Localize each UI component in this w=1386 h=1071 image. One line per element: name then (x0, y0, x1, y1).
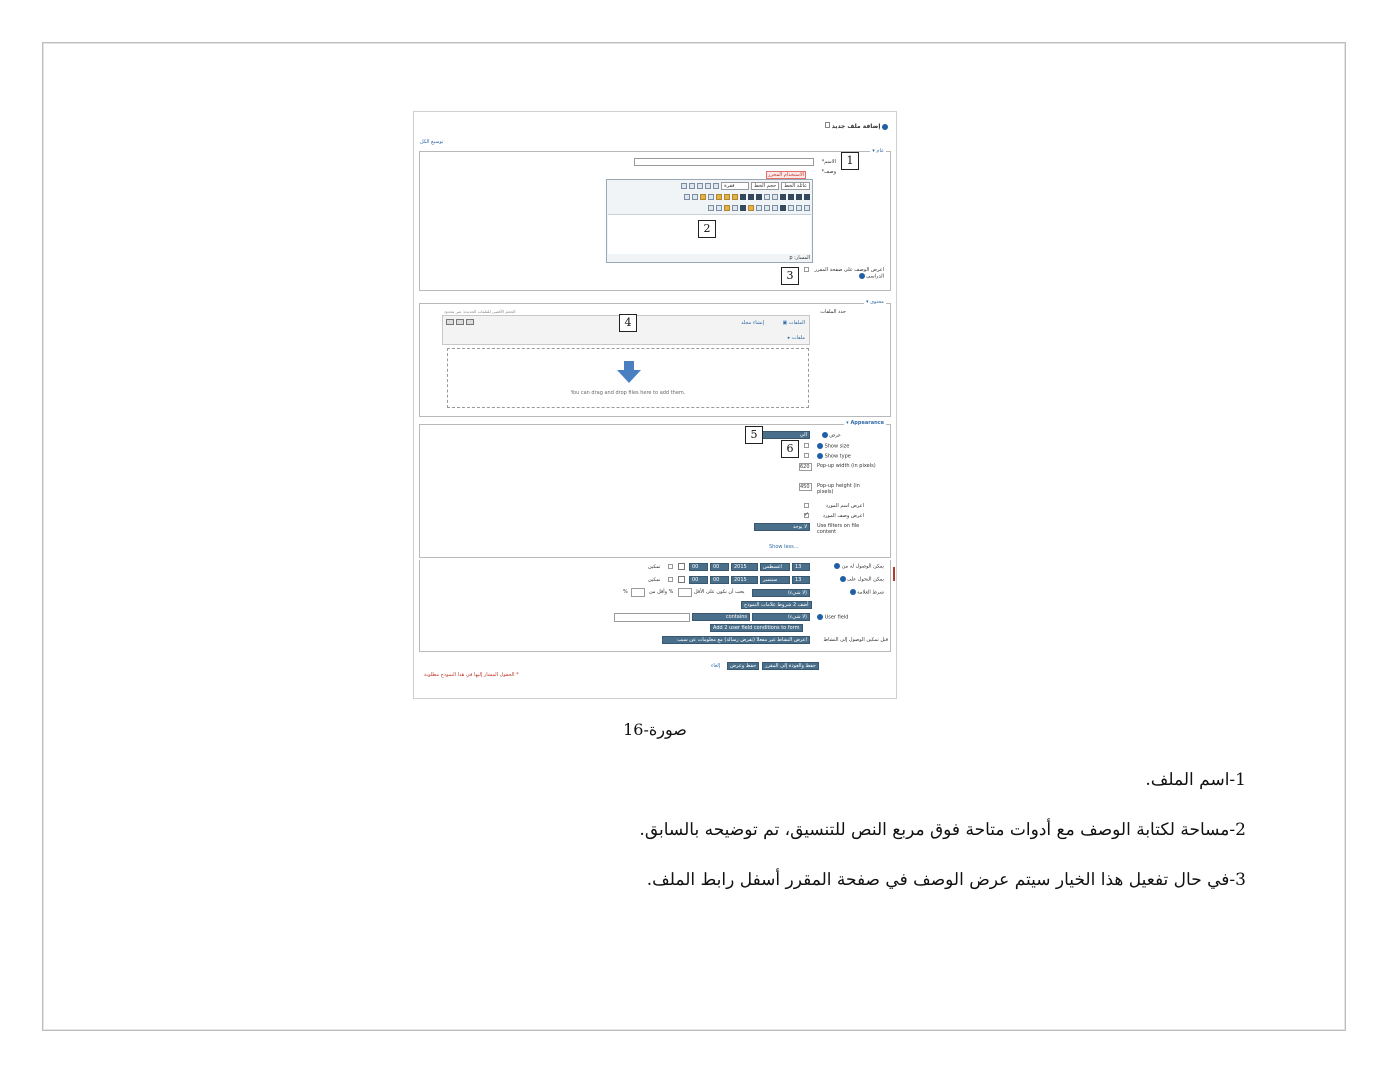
name-input[interactable] (634, 158, 814, 166)
link-icon[interactable] (772, 205, 778, 211)
display-label: عرض (822, 432, 841, 439)
allow-from-label: يمكن الوصول له من (834, 563, 884, 570)
select-files-label: حدد الملفات (820, 309, 846, 315)
editor-link[interactable]: الاستخدام المحرر (768, 172, 805, 178)
user-field-value-input[interactable] (614, 613, 690, 622)
badge-1: 1 (841, 152, 859, 170)
show-desc-label: اعرض وصف المورد (822, 513, 864, 519)
form-screenshot (413, 111, 897, 699)
help-icon[interactable] (850, 589, 856, 595)
badge-4: 4 (619, 314, 637, 332)
help-icon[interactable] (859, 273, 865, 279)
table-icon[interactable] (716, 205, 722, 211)
folder-link[interactable]: ▸ ملفات (787, 335, 805, 341)
editor-toolbar-row-3 (609, 203, 810, 212)
scroll-marker (893, 567, 895, 581)
list-item-2: 2-مساحة لكتابة الوصف مع أدوات متاحة فوق مربع النص للتنسيق، تم توضيحه بالسابق. (639, 820, 1246, 840)
align-right-icon[interactable] (740, 194, 746, 200)
image-icon[interactable] (748, 205, 754, 211)
editor-toolbar-row-2 (609, 192, 810, 201)
badge-5: 5 (745, 426, 763, 444)
rtl-icon[interactable] (684, 194, 690, 200)
popup-width-label: Pop-up width (in pixels) (817, 463, 876, 469)
show-type-label: Show type (817, 453, 851, 460)
from-minute-select[interactable]: 00 (689, 563, 708, 571)
until-enable-checkbox[interactable] (668, 577, 673, 582)
appearance-legend[interactable]: ▾ Appearance (846, 420, 884, 426)
help-icon[interactable] (817, 443, 823, 449)
strikethrough-icon[interactable] (780, 194, 786, 200)
paste-word-icon[interactable] (716, 194, 722, 200)
until-day-select[interactable]: 13 (792, 576, 810, 584)
grade-min-input[interactable] (678, 588, 692, 597)
grade-condition-label: شرط العلامة (850, 589, 884, 596)
display-select[interactable]: آلي (754, 431, 810, 439)
display-description-label: اعرض الوصف على صفحة المقرر الدراسي (814, 267, 884, 280)
save-display-button[interactable]: حفظ وعرض (727, 662, 759, 670)
html-icon[interactable] (708, 205, 714, 211)
grade-item-select[interactable]: (لا شيء) (752, 589, 810, 597)
help-icon[interactable] (817, 453, 823, 459)
help-icon[interactable] (840, 576, 846, 582)
filters-select[interactable]: لا يوجد (754, 523, 810, 531)
icons-view-icon[interactable] (446, 319, 454, 325)
file-drop-zone[interactable] (447, 348, 809, 408)
ltr-icon[interactable] (692, 194, 698, 200)
font-size-select[interactable]: حجم الخط (751, 182, 779, 190)
required-note: الحقول المشار إليها في هذا النموذج مطلوبة * (424, 672, 519, 678)
superscript-icon[interactable] (764, 194, 770, 200)
text-color-icon[interactable] (708, 194, 714, 200)
cancel-button[interactable]: إلغاء (711, 663, 721, 669)
from-enable-checkbox[interactable] (668, 564, 673, 569)
unlink-icon[interactable] (764, 205, 770, 211)
fullscreen-icon[interactable] (681, 183, 687, 189)
user-field-label: User field (817, 614, 848, 621)
until-minute-select[interactable]: 00 (689, 576, 708, 584)
redo-icon[interactable] (705, 183, 711, 189)
operator-select[interactable]: contains (692, 613, 750, 621)
media-icon[interactable] (740, 205, 746, 211)
align-center-icon[interactable] (748, 194, 754, 200)
calendar-icon[interactable] (678, 563, 685, 570)
font-family-select[interactable]: عائلة الخط (781, 182, 810, 190)
until-month-select[interactable]: سبتمبر (760, 576, 790, 584)
content-legend[interactable]: ▾ محتوى (865, 299, 884, 305)
show-desc-checkbox[interactable] (804, 513, 809, 518)
emoticon-icon[interactable] (732, 205, 738, 211)
must-be-label: يجب أن يكون على الأقل (694, 589, 745, 595)
general-legend[interactable]: ▾ عام (872, 148, 884, 154)
underline-icon[interactable] (788, 194, 794, 200)
bold-icon[interactable] (804, 194, 810, 200)
help-icon[interactable] (822, 432, 828, 438)
editor-toolbar-row-1 (609, 181, 810, 190)
description-label: وصف* (821, 169, 836, 175)
editor-path: المسار: p (789, 255, 810, 261)
allow-until-label: يمكن التحول على (840, 576, 884, 583)
from-hour-select[interactable]: 00 (710, 563, 729, 571)
bg-color-icon[interactable] (700, 194, 706, 200)
name-label: الاسم* (821, 159, 836, 165)
badge-6: 6 (781, 440, 799, 458)
show-type-checkbox[interactable] (804, 453, 809, 458)
calendar-icon[interactable] (678, 576, 685, 583)
form-header (825, 122, 888, 130)
help-icon[interactable] (817, 614, 823, 620)
new-folder-link[interactable]: إنشاء مجلد (741, 320, 764, 326)
badge-2: 2 (698, 220, 716, 238)
clean-icon[interactable] (732, 194, 738, 200)
show-less-link[interactable]: Show less... (769, 544, 799, 550)
percent-label: % (623, 589, 628, 595)
undo-icon[interactable] (713, 183, 719, 189)
drop-hint: You can drag and drop files here to add them. (570, 390, 686, 396)
number-list-icon[interactable] (796, 205, 802, 211)
user-field-select[interactable]: (لا شيء) (752, 613, 810, 621)
indent-icon[interactable] (780, 205, 786, 211)
form-title: إضافة ملف جديد (831, 123, 881, 130)
restrict-fieldset (419, 560, 891, 652)
expand-all-link[interactable]: توسيع الكل (420, 139, 444, 145)
special-char-icon[interactable] (724, 205, 730, 211)
add-grade-conditions-button[interactable]: أضف 2 شروط علامات النموذج (741, 601, 812, 609)
display-description-checkbox[interactable] (804, 267, 809, 272)
before-access-label: قبل تمكين الوصول إلى النشاط (823, 637, 888, 643)
files-link[interactable]: ▣ الملفات (782, 320, 805, 326)
bullet-list-icon[interactable] (804, 205, 810, 211)
paste-text-icon[interactable] (724, 194, 730, 200)
file-icon (825, 122, 830, 128)
before-access-select[interactable]: اعرض النشاط غير مفعلاً (تفرض رسالة) مع معلومات عن سبب (662, 636, 810, 644)
from-day-select[interactable]: 13 (792, 563, 810, 571)
show-size-checkbox[interactable] (804, 443, 809, 448)
from-enable-label: تمكين (648, 564, 661, 570)
drop-arrow-icon (617, 361, 641, 383)
badge-3: 3 (781, 267, 799, 285)
add-user-field-button[interactable]: Add 2 user field conditions to form (710, 624, 803, 632)
until-year-select[interactable]: 2015 (731, 576, 758, 584)
save-return-button[interactable]: حفظ والعودة إلى المقرر (762, 662, 819, 670)
replace-icon[interactable] (689, 183, 695, 189)
outdent-icon[interactable] (788, 205, 794, 211)
grade-max-input[interactable] (631, 588, 645, 597)
figure-caption: صورة-16 (623, 720, 687, 739)
from-year-select[interactable]: 2015 (731, 563, 758, 571)
max-size-note: الحجم الأقصى للملفات الجديدة: غير محدود (444, 309, 516, 314)
list-view-icon[interactable] (456, 319, 464, 325)
until-hour-select[interactable]: 00 (710, 576, 729, 584)
show-name-checkbox[interactable] (804, 503, 809, 508)
list-item-1: 1-اسم الملف. (1145, 770, 1246, 790)
popup-height-input[interactable]: 450 (799, 483, 812, 491)
popup-height-label: Pop-up height (in pixels) (817, 483, 860, 495)
percent-less-label: % وأقل من (649, 589, 674, 595)
filters-label: Use filters on file content (817, 523, 860, 535)
help-icon[interactable] (882, 124, 888, 130)
show-name-label: اعرض اسم المورد (825, 503, 864, 509)
align-left-icon[interactable] (756, 194, 762, 200)
list-item-3: 3-في حال تفعيل هذا الخيار سيتم عرض الوصف في صفحة المقرر أسفل رابط الملف. (646, 870, 1246, 890)
italic-icon[interactable] (796, 194, 802, 200)
subscript-icon[interactable] (772, 194, 778, 200)
find-icon[interactable] (697, 183, 703, 189)
popup-width-input[interactable]: 620 (799, 463, 812, 471)
until-enable-label: تمكين (648, 577, 661, 583)
help-icon[interactable] (834, 563, 840, 569)
show-size-label: Show size (817, 443, 849, 450)
anchor-icon[interactable] (756, 205, 762, 211)
from-month-select[interactable]: أغسطس (760, 563, 790, 571)
paragraph-select[interactable]: فقرة (721, 182, 749, 190)
tree-view-icon[interactable] (466, 319, 474, 325)
